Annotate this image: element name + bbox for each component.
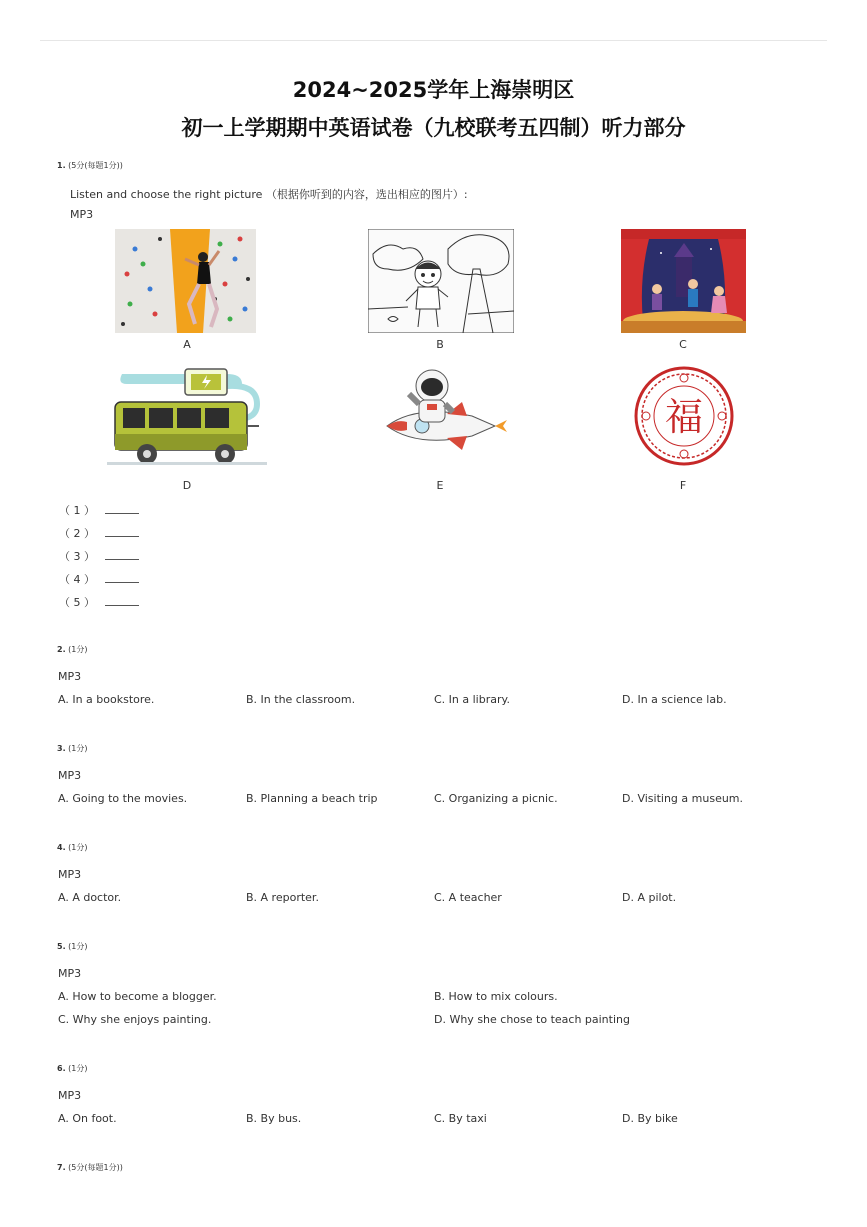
picture-e-astronaut-rocket: [377, 364, 507, 468]
q1-blank-4[interactable]: [59, 571, 139, 587]
blank-number: （ 5 ）: [59, 596, 95, 609]
picture-b-label: B: [436, 338, 444, 351]
q2-option-c[interactable]: C. In a library.: [434, 693, 510, 706]
blank-number: （ 2 ）: [59, 527, 95, 540]
blank-number: （ 3 ）: [59, 550, 95, 563]
q1-mp3-audio[interactable]: MP3: [70, 208, 94, 221]
q2-option-a[interactable]: A. In a bookstore.: [58, 693, 155, 706]
q4-option-b[interactable]: B. A reporter.: [246, 891, 319, 904]
q1-number: 1.: [57, 161, 66, 170]
q1-blank-5[interactable]: [59, 594, 139, 610]
q6-option-c[interactable]: C. By taxi: [434, 1112, 487, 1125]
q1-header: [57, 160, 123, 171]
exam-title-line1: 2024~2025学年上海崇明区: [292, 78, 575, 102]
answer-line[interactable]: [105, 596, 139, 606]
picture-b-boy-cartoon: [368, 229, 514, 333]
q5-number: 5.: [57, 942, 66, 951]
q1-blank-3[interactable]: [59, 548, 139, 564]
top-divider: [40, 40, 827, 41]
q4-option-c[interactable]: C. A teacher: [434, 891, 502, 904]
picture-e-label: E: [436, 479, 444, 492]
picture-a-label: A: [183, 338, 191, 351]
picture-c-stage-play: [621, 229, 746, 333]
q5-score: (1分): [68, 942, 88, 951]
picture-f-label: F: [679, 479, 687, 492]
picture-c-label: C: [679, 338, 687, 351]
q2-score: (1分): [68, 645, 88, 654]
q2-mp3-audio[interactable]: MP3: [58, 670, 82, 683]
fu-character: 福: [664, 395, 704, 439]
q4-header: [57, 842, 88, 853]
q1-instruction: Listen and choose the right picture （根据你听到的内容，选出相应的图片）:: [70, 188, 468, 201]
q1-blank-2[interactable]: [59, 525, 139, 541]
q5-option-c[interactable]: C. Why she enjoys painting.: [58, 1013, 212, 1026]
q2-option-b[interactable]: B. In the classroom.: [246, 693, 356, 706]
q3-option-b[interactable]: B. Planning a beach trip: [246, 792, 378, 805]
q6-option-b[interactable]: B. By bus.: [246, 1112, 302, 1125]
q4-option-a[interactable]: A. A doctor.: [58, 891, 122, 904]
q6-score: (1分): [68, 1064, 88, 1073]
q1-blank-1[interactable]: [59, 502, 139, 518]
picture-d-electric-bus: [107, 364, 267, 468]
q1-score: (5分(每题1分)): [68, 161, 123, 170]
picture-a-climbing-wall: [115, 229, 256, 333]
blank-number: （ 1 ）: [59, 504, 95, 517]
q3-score: (1分): [68, 744, 88, 753]
answer-line[interactable]: [105, 527, 139, 537]
q7-score: (5分(每题1分)): [68, 1163, 123, 1172]
q3-header: [57, 743, 88, 754]
answer-line[interactable]: [105, 504, 139, 514]
answer-line[interactable]: [105, 550, 139, 560]
picture-d-label: D: [182, 479, 192, 492]
q4-mp3-audio[interactable]: MP3: [58, 868, 82, 881]
q3-option-d[interactable]: D. Visiting a museum.: [622, 792, 744, 805]
q4-score: (1分): [68, 843, 88, 852]
q5-header: [57, 941, 88, 952]
q6-number: 6.: [57, 1064, 66, 1073]
q3-number: 3.: [57, 744, 66, 753]
q3-option-a[interactable]: A. Going to the movies.: [58, 792, 188, 805]
q7-header: [57, 1162, 123, 1173]
q5-option-b[interactable]: B. How to mix colours.: [434, 990, 558, 1003]
q2-option-d[interactable]: D. In a science lab.: [622, 693, 727, 706]
q4-option-d[interactable]: D. A pilot.: [622, 891, 677, 904]
q3-mp3-audio[interactable]: MP3: [58, 769, 82, 782]
q7-number: 7.: [57, 1163, 66, 1172]
q5-option-a[interactable]: A. How to become a blogger.: [58, 990, 217, 1003]
picture-f-fu-seal: [634, 366, 734, 466]
q6-option-d[interactable]: D. By bike: [622, 1112, 678, 1125]
q4-number: 4.: [57, 843, 66, 852]
blank-number: （ 4 ）: [59, 573, 95, 586]
exam-title-line2: 初一上学期期中英语试卷（九校联考五四制）听力部分: [181, 116, 686, 140]
q2-number: 2.: [57, 645, 66, 654]
q6-mp3-audio[interactable]: MP3: [58, 1089, 82, 1102]
q6-option-a[interactable]: A. On foot.: [58, 1112, 117, 1125]
q5-mp3-audio[interactable]: MP3: [58, 967, 82, 980]
q6-header: [57, 1063, 88, 1074]
q2-header: [57, 644, 88, 655]
q5-option-d[interactable]: D. Why she chose to teach painting: [434, 1013, 630, 1026]
answer-line[interactable]: [105, 573, 139, 583]
q3-option-c[interactable]: C. Organizing a picnic.: [434, 792, 558, 805]
